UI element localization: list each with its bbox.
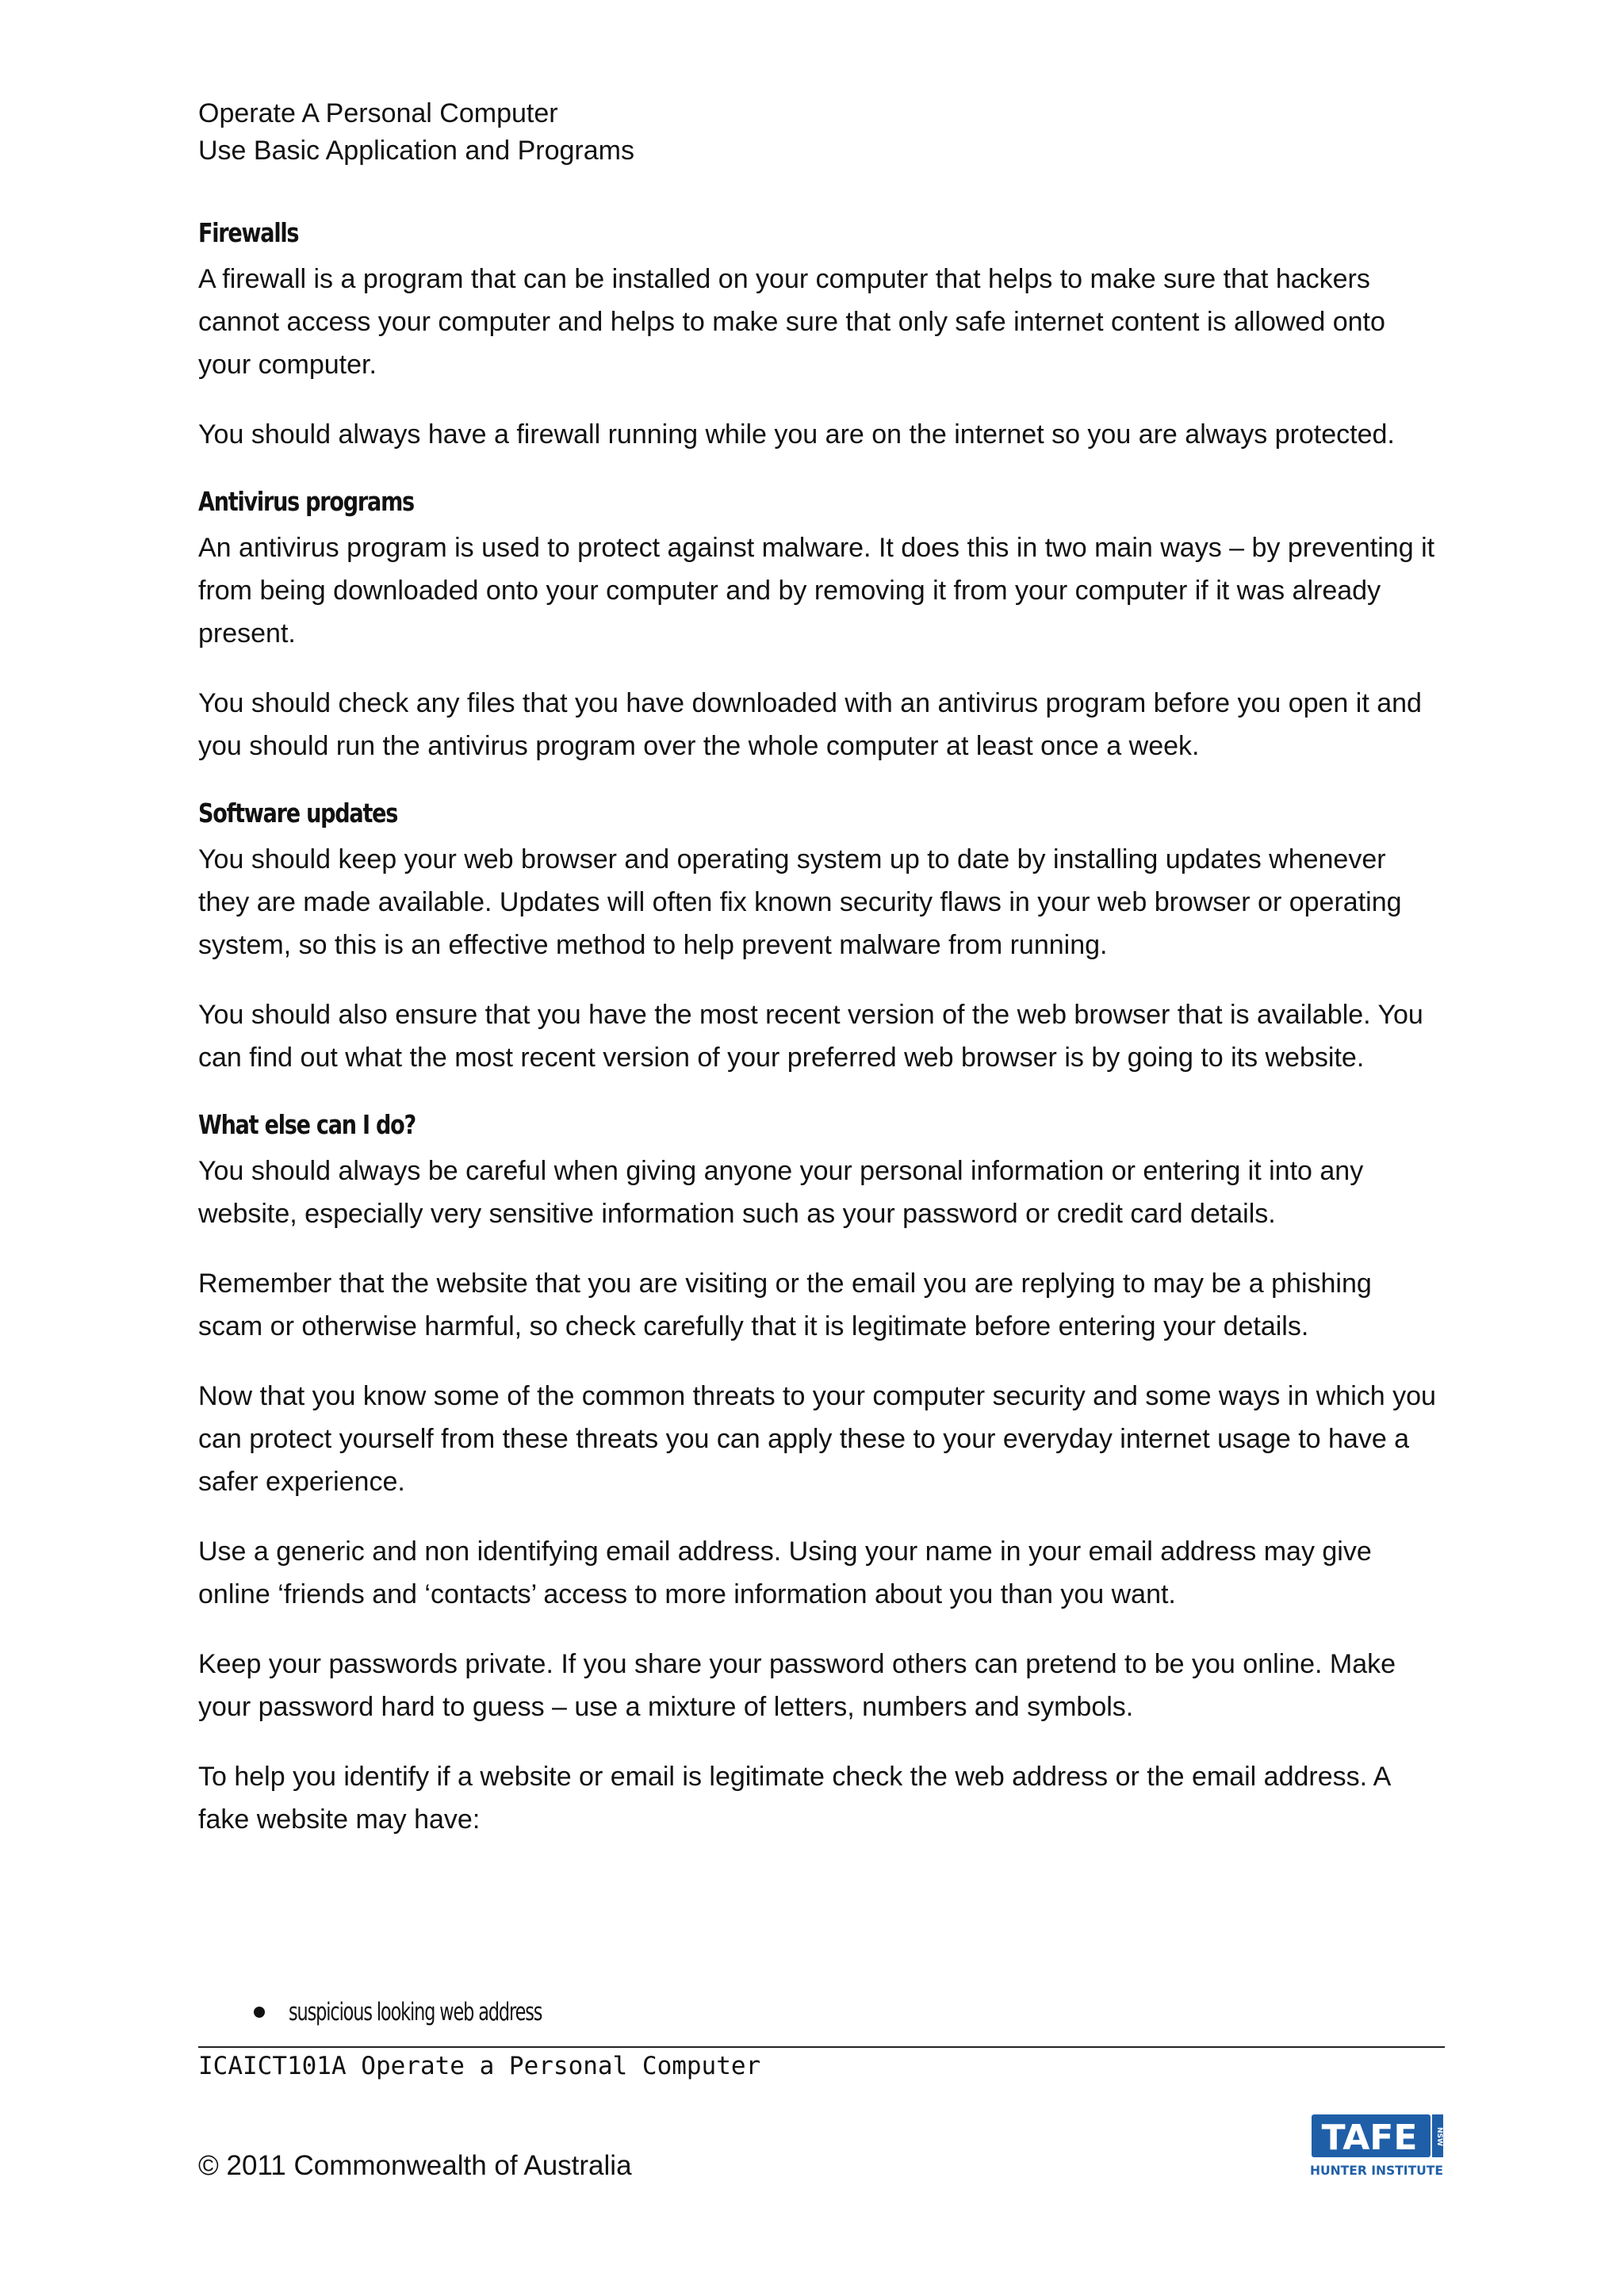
paragraph-updates-1: You should keep your web browser and operating system up to date by installing updates whenever they are made available. Updates will often fix known security flaws in your web browser or operating system, so this is an effective method to help prevent malware from running.	[198, 844, 1402, 960]
bullet-list-item	[198, 1998, 641, 2026]
section-heading-software-updates: Software updates	[198, 798, 398, 828]
section-heading-firewalls: Firewalls	[198, 217, 299, 248]
tafe-logo-side-text: NSW	[1435, 2127, 1443, 2146]
paragraph-what-else-3: Now that you know some of the common threats to your computer security and some ways in which you can protect yourself from these threats you can apply these to your everyday internet usage to have a safer experience.	[198, 1381, 1436, 1497]
paragraph-what-else-4: Use a generic and non identifying email address. Using your name in your email address may give online ‘friends and ‘contacts’ access to more information about you than you want.	[198, 1536, 1372, 1609]
header-line-1: Operate A Personal Computer	[198, 98, 558, 128]
footer-copyright: © 2011 Commonwealth of Australia	[198, 2150, 632, 2181]
tafe-logo-brand: TAFE	[1321, 2118, 1418, 2158]
section-heading-what-else: What else can I do?	[198, 1109, 416, 1140]
bullet-icon	[254, 2007, 265, 2018]
paragraph-what-else-6: To help you identify if a website or email is legitimate check the web address or the email address. A fake website may have:	[198, 1762, 1390, 1835]
tafe-logo	[1310, 2113, 1445, 2179]
section-heading-antivirus: Antivirus programs	[198, 486, 414, 517]
paragraph-updates-2: You should also ensure that you have the most recent version of the web browser that is available. You can find out what the most recent version of your preferred web browser is by going to its website.	[198, 1000, 1423, 1073]
paragraph-antivirus-1: An antivirus program is used to protect against malware. It does this in two main ways – by preventing it from being downloaded onto your computer and by removing it from your computer if it was already present.	[198, 533, 1435, 649]
document-page	[198, 95, 1443, 1841]
paragraph-what-else-2: Remember that the website that you are visiting or the email you are replying to may be a phishing scam or otherwise harmful, so check carefully that it is legitimate before entering your details.	[198, 1269, 1372, 1341]
paragraph-what-else-1: You should always be careful when giving anyone your personal information or entering it into any website, especially very sensitive information such as your password or credit card details.	[198, 1156, 1364, 1229]
header-line-2: Use Basic Application and Programs	[198, 136, 634, 166]
document-header	[198, 95, 1443, 170]
footer-divider	[198, 2046, 1445, 2048]
paragraph-what-else-5: Keep your passwords private. If you share your password others can pretend to be you online. Make your password hard to guess – use a mixture of letters, numbers and symbols.	[198, 1649, 1396, 1722]
paragraph-firewalls-1: A firewall is a program that can be installed on your computer that helps to make sure that hackers cannot access your computer and helps to make sure that only safe internet content is allowed onto your computer.	[198, 264, 1385, 380]
paragraph-firewalls-2: You should always have a firewall running while you are on the internet so you are always protected.	[198, 419, 1395, 450]
footer-course-code: ICAICT101A Operate a Personal Computer	[198, 2052, 761, 2080]
tafe-logo-subtitle: HUNTER INSTITUTE	[1310, 2163, 1443, 2178]
bullet-text: suspicious looking web address	[289, 1998, 542, 2026]
paragraph-antivirus-2: You should check any files that you have downloaded with an antivirus program before you open it and you should run the antivirus program over the whole computer at least once a week.	[198, 688, 1422, 761]
